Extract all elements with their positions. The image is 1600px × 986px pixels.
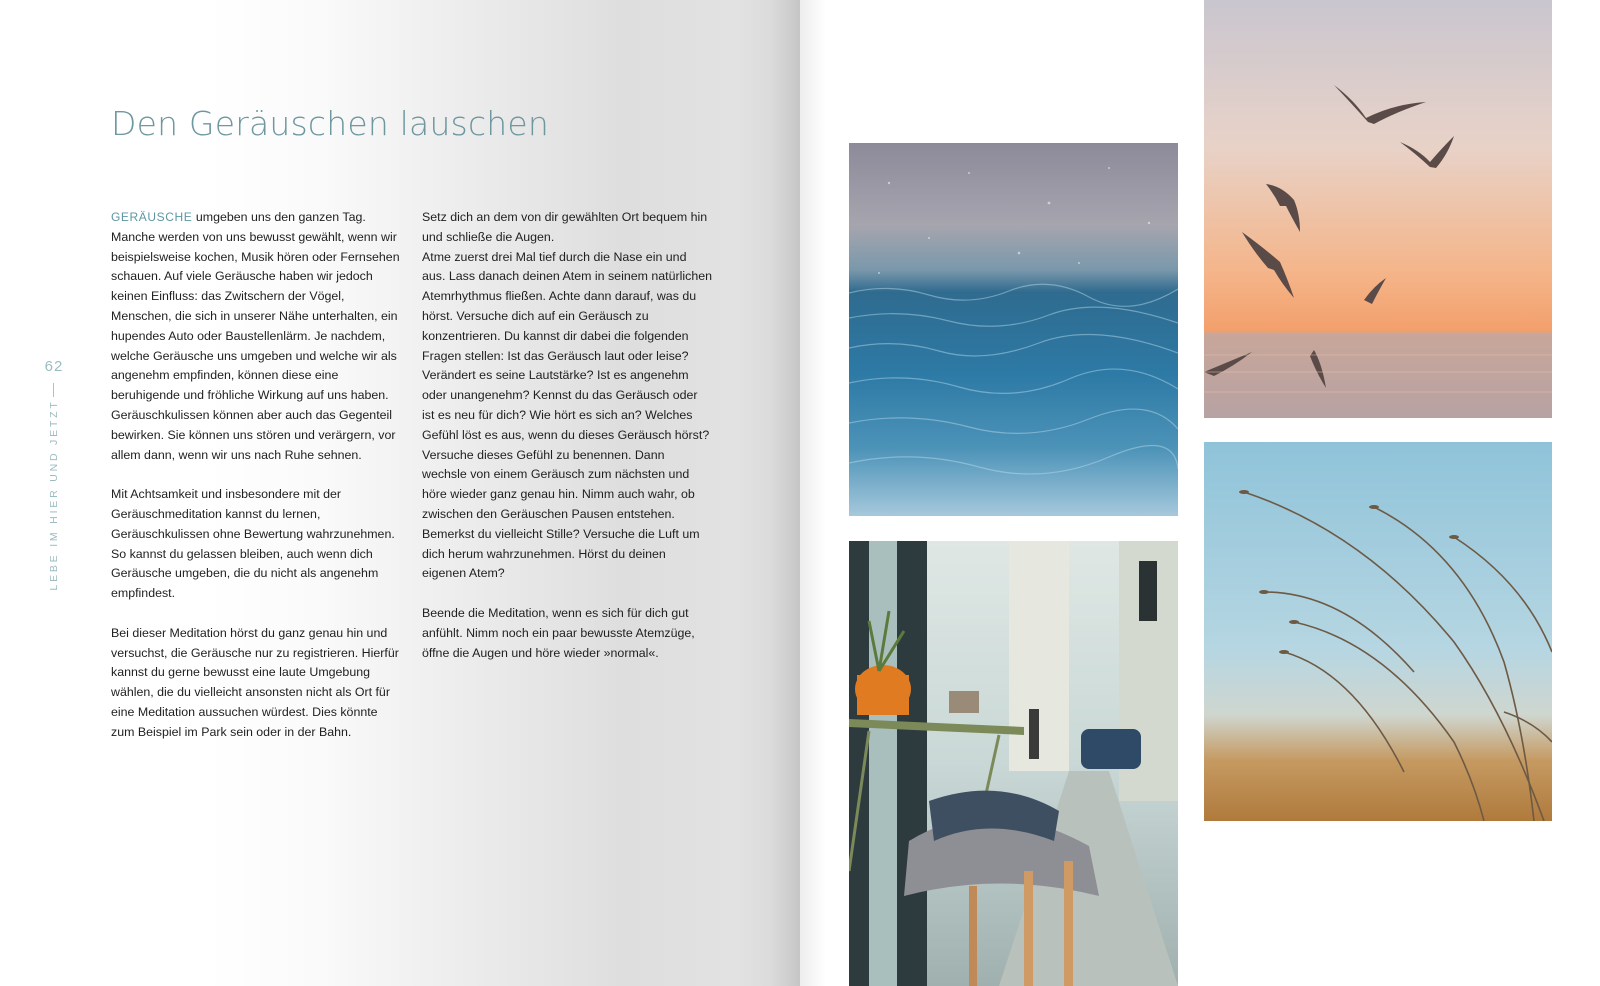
photo-grass-sky bbox=[1204, 442, 1552, 821]
page-number: 62 bbox=[44, 358, 64, 375]
text-column-left bbox=[111, 208, 403, 762]
paragraph: Atme zuerst drei Mal tief durch die Nase ein und aus. Lass danach deinen Atem in seinem natürlichen Atemrhythmus fließen. Achte dann darauf, was du hörst. Versuche dich auf ein Geräusch zu konzentrieren. Du kannst dir dabei die folgenden Fragen stellen: Ist das Geräusch laut oder leise? Verändert es seine Lautstärke? Ist es angenehm oder unangenehm? Kennst du das Geräusch oder ist es neu für dich? Wie hört es sich an? Welches Gefühl löst es aus, wenn du dieses Geräusch hörst? Versuche dieses Gefühl zu benennen. Dann wechsle von einem Geräusch zum nächsten und höre wieder ganz genau hin. Nimm auch wahr, ob zwischen den Geräuschen Pausen entstehen. Bemerkst du vielleicht Stille? Versuche die Luft um dich herum wahrzunehmen. Hörst du deinen eigenen Atem? bbox=[422, 249, 712, 581]
paragraph: Mit Achtsamkeit und insbesondere mit der Geräuschmeditation kannst du lernen, Geräuschkulissen ohne Bewertung wahrzunehmen. So kannst du gelassen bleiben, auch wenn dich Geräusche umgeben, die du nicht als angenehm empfindest. bbox=[111, 487, 395, 601]
paragraph-text: umgeben uns den ganzen Tag. Manche werden von uns bewusst gewählt, wenn wir beispielsweise kochen, Musik hören oder Fernsehen schauen. Auf viele Geräusche haben wir jedoch keinen Einfluss: das Zwitschern der Vögel, Menschen, die sich in unserer Nähe unterhalten, ein hupendes Auto oder Baustellenlärm. Je nachdem, welche Geräusche uns umgeben und welche wir als angenehm empfinden, können diese eine beruhigende und fröhliche Wirkung auf uns haben. Geräuschkulissen können aber auch das Gegenteil bewirken. Sie können uns stören und verärgern, vor allem dann, wenn wir uns nach Ruhe sehnen. bbox=[111, 210, 400, 462]
paragraph: Beende die Meditation, wenn es sich für dich gut anfühlt. Nimm noch ein paar bewusste Atemzüge, öffne die Augen und höre wieder »normal«. bbox=[422, 605, 695, 660]
folio-divider bbox=[53, 383, 54, 397]
gutter-fold bbox=[800, 0, 826, 986]
lead-word: GERÄUSCHE bbox=[111, 210, 193, 224]
page-title: Den Geräuschen lauschen bbox=[111, 104, 550, 143]
paragraph: Bei dieser Meditation hörst du ganz genau hin und versuchst, die Geräusche nur zu registrieren. Hierfür kannst du gerne bewusst eine laute Umgebung wählen, die du vielleicht ansonsten nicht als Ort für eine Meditation aussuchen würdest. Dies könnte zum Beispiel im Park sein oder in der Bahn. bbox=[111, 625, 399, 739]
photo-street-cafe bbox=[849, 541, 1178, 986]
gutter-shadow bbox=[770, 0, 800, 986]
text-column-right bbox=[422, 208, 712, 683]
photo-water-waves bbox=[849, 143, 1178, 516]
photo-seagulls-sunset bbox=[1204, 0, 1552, 418]
paragraph: Setz dich an dem von dir gewählten Ort bequem hin und schließe die Augen. bbox=[422, 210, 708, 244]
running-head: LEBE IM HIER UND JETZT bbox=[48, 399, 60, 591]
paragraph bbox=[111, 208, 403, 465]
